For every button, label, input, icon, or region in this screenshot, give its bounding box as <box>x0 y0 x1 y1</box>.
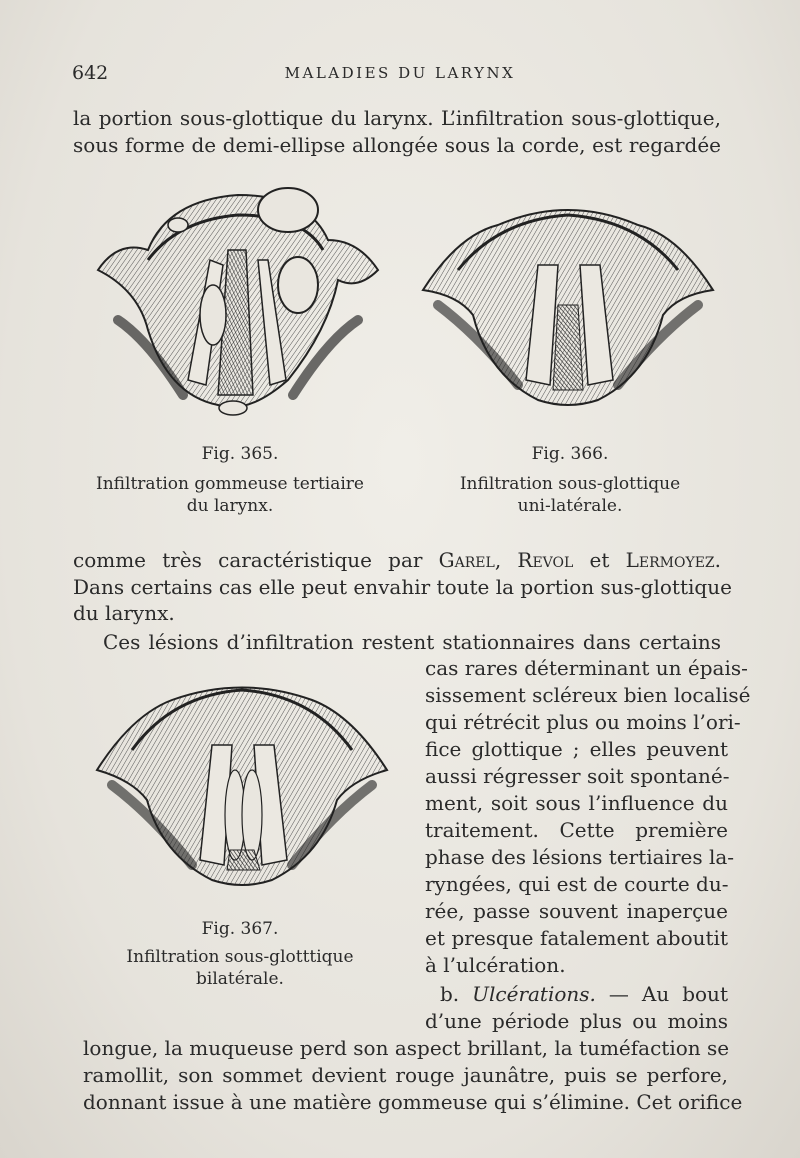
section-letter: b. <box>440 982 473 1006</box>
author-name: Lermoyez <box>625 548 715 572</box>
body-line: d’une période plus ou moins <box>425 1009 728 1033</box>
body-line: et presque fatalement aboutit <box>425 926 728 950</box>
running-title: MALADIES DU LARYNX <box>284 64 516 82</box>
author-name: Garel <box>438 548 495 572</box>
text-run: — Au bout <box>595 982 728 1006</box>
body-line: fice glottique ; elles peuvent <box>425 737 728 761</box>
body-line: qui rétrécit plus ou moins l’ori- <box>425 710 741 734</box>
body-line: traitement. Cette première <box>425 818 728 842</box>
body-line: aussi régresser soit spontané- <box>425 764 730 788</box>
figure-367-illustration <box>92 675 392 895</box>
body-line: ment, soit sous l’influence du <box>425 791 728 815</box>
author-name: Revol <box>517 548 574 572</box>
page-header <box>72 60 728 90</box>
figure-367-caption-line2: bilatérale. <box>196 969 284 989</box>
body-line: longue, la muqueuse perd son aspect brillant, la tuméfaction se <box>83 1036 730 1060</box>
body-line: la portion sous-glottique du larynx. L’infiltration sous-glottique, <box>73 106 721 130</box>
body-line: cas rares déterminant un épais- <box>425 656 748 680</box>
figure-367-caption-line1: Infiltration sous-glotttique <box>126 947 354 967</box>
text-run: . <box>714 548 721 572</box>
body-line: du larynx. <box>73 601 175 625</box>
body-line: Ces lésions d’infiltration restent stationnaires dans certains <box>103 630 721 654</box>
figure-366-label: Fig. 366. <box>531 444 609 464</box>
figure-367-label: Fig. 367. <box>201 919 279 939</box>
section-heading: Ulcérations. <box>472 982 596 1006</box>
body-line: rée, passe souvent inaperçue <box>425 899 728 923</box>
figure-366-caption-line2: uni-latérale. <box>517 496 623 516</box>
section-heading-line <box>440 982 728 1006</box>
figure-365-illustration <box>88 180 388 420</box>
body-line: sissement scléreux bien localisé <box>425 683 751 707</box>
figure-366-illustration <box>418 195 718 415</box>
body-line: Dans certains cas elle peut envahir toute la portion sus-glottique <box>73 575 732 599</box>
text-run: comme très caractéristique par <box>73 548 439 572</box>
figure-366-caption-line1: Infiltration sous-glottique <box>459 474 681 494</box>
figure-365-caption-line2: du larynx. <box>186 496 274 516</box>
body-line: phase des lésions tertiaires la- <box>425 845 735 869</box>
figure-365-caption-line1: Infiltration gommeuse tertiaire <box>96 474 364 494</box>
body-line: à l’ulcération. <box>425 953 566 977</box>
body-line: ramollit, son sommet devient rouge jaunâtre, puis se perfore, <box>83 1063 728 1087</box>
figure-365-label: Fig. 365. <box>201 444 279 464</box>
body-line: ryngées, qui est de courte du- <box>425 872 729 896</box>
body-line: sous forme de demi-ellipse allongée sous la corde, est regardée <box>73 133 721 157</box>
page-number: 642 <box>72 62 109 84</box>
body-line: donnant issue à une matière gommeuse qui s’élimine. Cet orifice <box>83 1090 743 1114</box>
body-line <box>73 548 721 572</box>
text-run: et <box>573 548 626 572</box>
text-run: , <box>494 548 518 572</box>
